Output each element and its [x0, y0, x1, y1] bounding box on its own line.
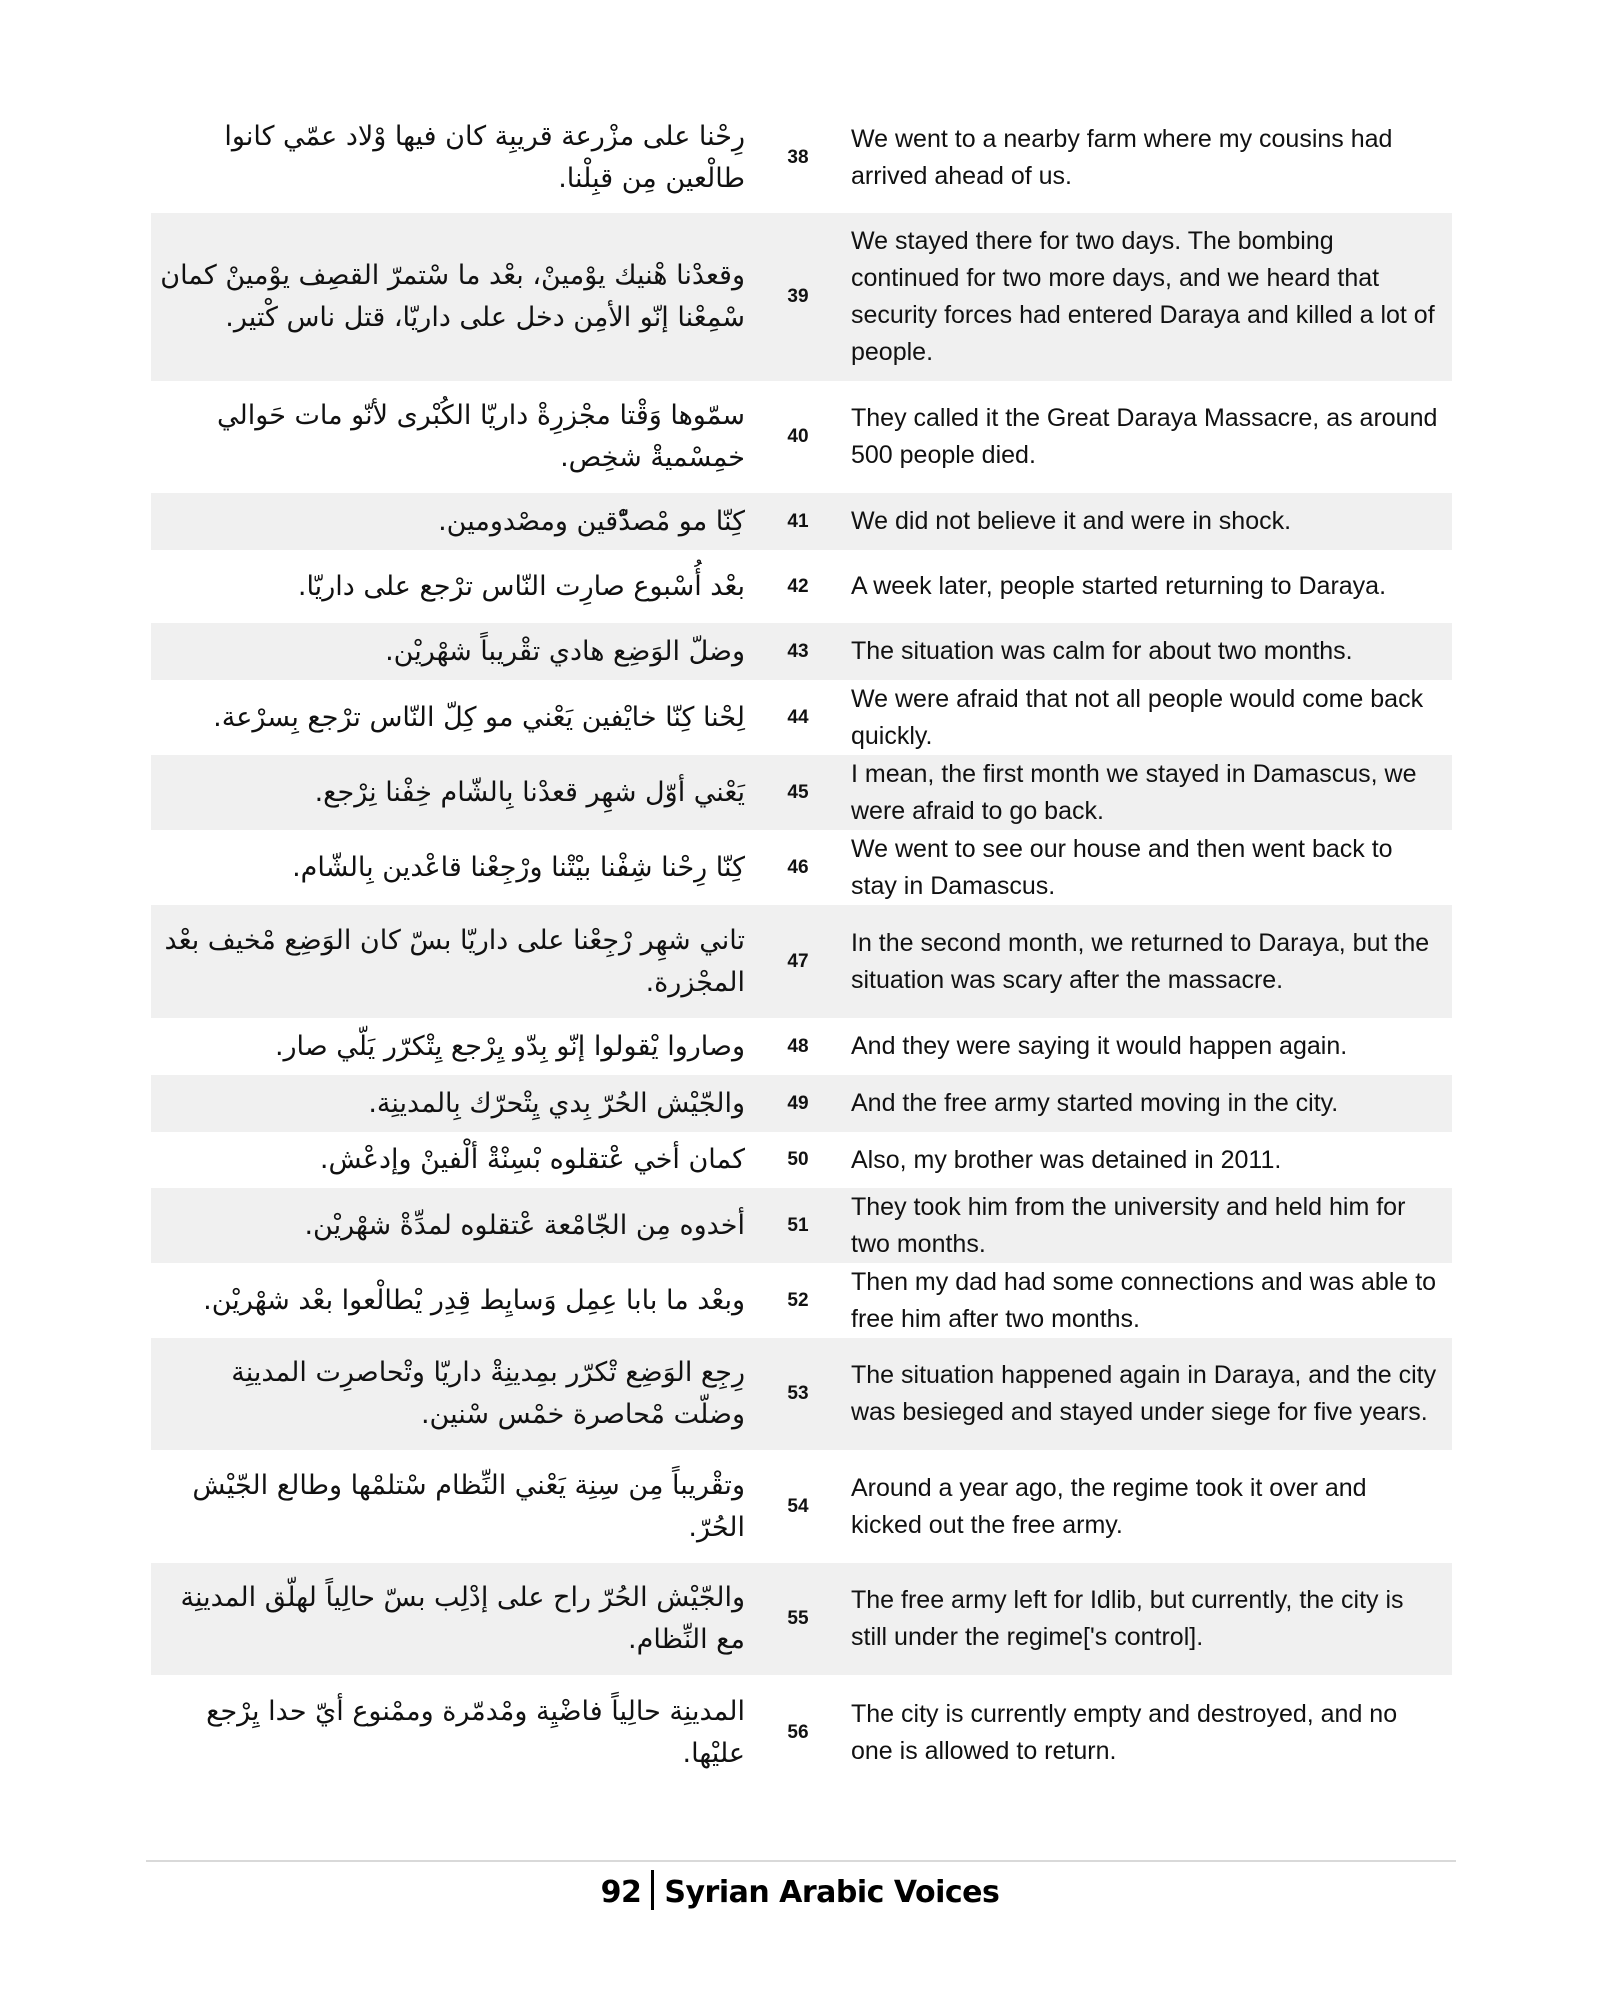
english-translation: And the free army started moving in the city.: [851, 1089, 1339, 1117]
english-translation: We stayed there for two days. The bombing continued for two more days, and we heard that security forces had entered Daraya and killed a lot of people.: [851, 227, 1435, 366]
arabic-sentence: وصاروا يْقولوا إنّو بِدّو يِرْجع يِتْكرّر يَلّي صار.: [274, 1030, 745, 1062]
book-title: Syrian Arabic Voices: [664, 1875, 1000, 1910]
line-number: 43: [787, 640, 809, 662]
table-row: [151, 1450, 1452, 1563]
table-row: [151, 102, 1452, 213]
line-number: 46: [787, 856, 809, 878]
arabic-sentence: والجّيْش الحُرّ راح على إدْلِب بسّ حالِياً لهلّق المدينِة مع النِّظام.: [180, 1582, 745, 1655]
english-translation: The situation was calm for about two months.: [851, 637, 1353, 665]
line-number: 54: [787, 1495, 809, 1517]
table-row: [151, 905, 1452, 1018]
table-row: [151, 830, 1452, 905]
line-number: 40: [787, 426, 809, 447]
arabic-sentence: وضلّ الوَضِع هادي تقْريباً شهْريْن.: [385, 635, 745, 667]
line-number: 51: [787, 1214, 809, 1236]
english-translation: We went to a nearby farm where my cousins had arrived ahead of us.: [851, 124, 1393, 190]
line-number: 50: [787, 1149, 809, 1170]
table-row: [151, 1263, 1452, 1338]
english-translation: Also, my brother was detained in 2011.: [851, 1145, 1282, 1174]
arabic-sentence: يَعْني أوّل شهِر قعدْنا بِالشّام خِفْنا نِرْجع.: [314, 776, 745, 808]
english-translation: In the second month, we returned to Daraya, but the situation was scary after the massacre.: [851, 928, 1430, 994]
line-number: 52: [787, 1289, 809, 1311]
english-translation: We did not believe it and were in shock.: [851, 507, 1292, 535]
line-number: 41: [787, 510, 809, 532]
arabic-sentence: رِجِع الوَضِع تْكرّر بمِدينِةْ داريّا وتْحاصرِت المدينِة وضلّت مْحاصرة خمْس سْنين.: [231, 1357, 745, 1430]
english-translation: Then my dad had some connections and was able to free him after two months.: [851, 1267, 1437, 1333]
english-translation: Around a year ago, the regime took it over and kicked out the free army.: [851, 1473, 1367, 1539]
line-number: 55: [787, 1608, 809, 1629]
line-number: 45: [787, 781, 809, 803]
transcript-table: [151, 102, 1452, 1790]
arabic-sentence: أخدوه مِن الجّامْعة عْتقلوه لمدِّةْ شهْريْن.: [304, 1209, 745, 1241]
table-row: [151, 623, 1452, 680]
footer-separator: [651, 1870, 654, 1910]
table-row: [151, 1675, 1452, 1790]
english-translation: And they were saying it would happen again.: [851, 1032, 1348, 1060]
line-number: 42: [787, 575, 809, 597]
footer-divider: [146, 1860, 1456, 1862]
english-translation: The city is currently empty and destroyed, and no one is allowed to return.: [851, 1699, 1398, 1765]
arabic-sentence: تاني شهِر رْجِعْنا على داريّا بسّ كان الوَضِع مْخيف بعْد المجْزرة.: [164, 924, 745, 998]
table-row: [151, 1132, 1452, 1188]
line-number: 49: [787, 1092, 809, 1114]
table-row: [151, 381, 1452, 493]
table-row: [151, 1563, 1452, 1675]
line-number: 53: [787, 1383, 809, 1404]
english-translation: A week later, people started returning to Daraya.: [851, 572, 1387, 600]
line-number: 38: [787, 146, 809, 168]
line-number: 48: [787, 1035, 809, 1057]
arabic-sentence: لِحْنا كِنّا خايْفين يَعْني مو كِلّ النّاس ترْجع بِسرْعة.: [213, 701, 745, 733]
arabic-sentence: المدينِة حالِياً فاضْيِة ومْدمّرة وممْنوع أيّ حدا يِرْجع عليْها.: [206, 1695, 745, 1769]
page-footer: [0, 1870, 1600, 1910]
table-row: [151, 213, 1452, 381]
arabic-sentence: وقعدْنا هْنيك يوْمينْ، بعْد ما سْتمرّ القصِف يوْمينْ كمان سْمِعْنا إنّو الأمِن دخل على داريّا، قتل ناس كْتير.: [160, 260, 745, 333]
table-row: [151, 1188, 1452, 1263]
arabic-sentence: بعْد أُسْبوع صارِت النّاس ترْجع على داريّا.: [297, 570, 745, 602]
english-translation: I mean, the first month we stayed in Damascus, we were afraid to go back.: [851, 759, 1417, 825]
table-row: [151, 550, 1452, 623]
arabic-sentence: كمان أخي عْتقلوه بْسِنْةْ ألْفينْ وإدعْش.: [319, 1144, 745, 1175]
line-number: 56: [787, 1721, 809, 1743]
arabic-sentence: كِنّا رِحْنا شِفْنا بيْتْنا ورْجِعْنا قاعْدين بِالشّام.: [292, 851, 745, 883]
table-row: [151, 1075, 1452, 1132]
table-row: [151, 1018, 1452, 1075]
table-row: [151, 1338, 1452, 1450]
english-translation: They took him from the university and held him for two months.: [851, 1192, 1406, 1258]
arabic-sentence: وبعْد ما بابا عِمِل وَسايِط قِدِر يْطالْعوا بعْد شهْريْن.: [203, 1284, 745, 1316]
english-translation: They called it the Great Daraya Massacre, as around 500 people died.: [851, 404, 1438, 469]
table-row: [151, 493, 1452, 550]
english-translation: We went to see our house and then went back to stay in Damascus.: [851, 834, 1393, 900]
arabic-sentence: وتقْريباً مِن سِنِة يَعْني النِّظام سْتلمْها وطالع الجّيْش الحُرّ.: [192, 1469, 745, 1543]
arabic-sentence: والجّيْش الحُرّ بِدي يِتْحرّك بِالمدينِة.: [368, 1087, 745, 1119]
table-row: [151, 680, 1452, 755]
english-translation: The situation happened again in Daraya, and the city was besieged and stayed under siege for five years.: [851, 1361, 1437, 1426]
table-row: [151, 755, 1452, 830]
line-number: 39: [787, 286, 809, 307]
english-translation: The free army left for Idlib, but currently, the city is still under the regime['s control].: [851, 1586, 1404, 1651]
line-number: 44: [787, 706, 809, 728]
page-number: 92: [600, 1875, 642, 1910]
arabic-sentence: سمّوها وَقْتا مجْزرِةْ داريّا الكُبْرى لأنّو مات حَوالي خمِسْميةْ شخِص.: [217, 400, 745, 473]
arabic-sentence: كِنّا مو مْصدّْقين ومصْدومين.: [438, 505, 745, 537]
arabic-sentence: رِحْنا على مزْرعة قريبِة كان فيها وْلاد عمّي كانوا طالْعين مِن قبِلْنا.: [224, 120, 745, 194]
line-number: 47: [787, 950, 809, 972]
english-translation: We were afraid that not all people would come back quickly.: [851, 684, 1424, 750]
